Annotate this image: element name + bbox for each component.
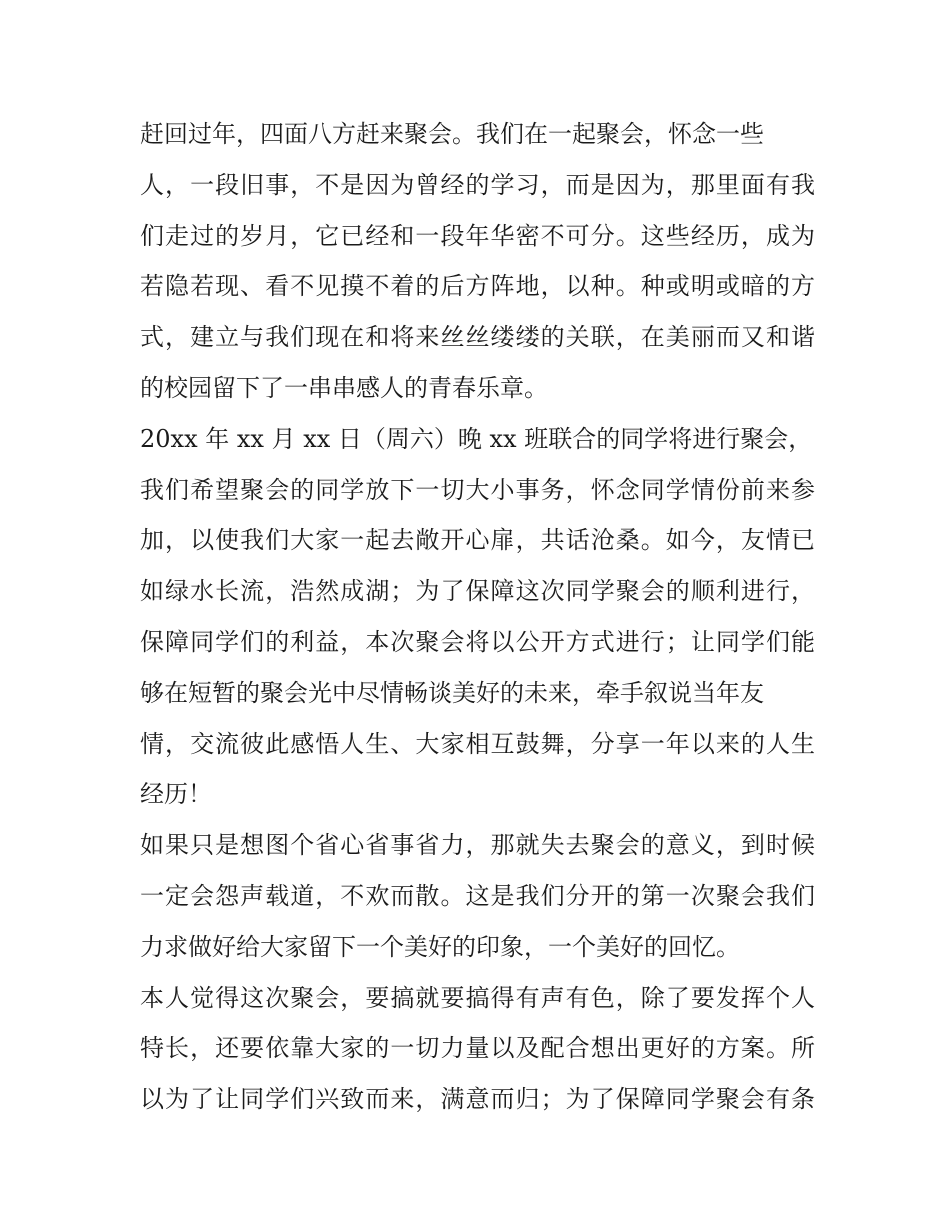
text-line: 式，建立与我们现在和将来丝丝缕缕的关联，在美丽而又和谐 (140, 323, 815, 352)
text-line: 本人觉得这次聚会，要搞就要搞得有声有色，除了要发挥个人 (140, 983, 815, 1012)
document-body (140, 109, 815, 1125)
text-line: 情，交流彼此感悟人生、大家相互鼓舞，分享一年以来的人生 (140, 729, 815, 758)
text-line: 的校园留下了一串串感人的青春乐章。 (140, 373, 548, 402)
text-line: 一定会怨声载道，不欢而散。这是我们分开的第一次聚会我们 (140, 881, 815, 910)
text-line: 够在短暂的聚会光中尽情畅谈美好的未来，牵手叙说当年友 (140, 678, 764, 707)
text-line: 加，以使我们大家一起去敞开心扉，共话沧桑。如今，友情已 (140, 526, 815, 555)
text-line: 们走过的岁月，它已经和一段年华密不可分。这些经历，成为 (140, 221, 815, 250)
text-line: 如绿水长流，浩然成湖；为了保障这次同学聚会的顺利进行， (140, 577, 815, 606)
text-line: 20xx 年 xx 月 xx 日（周六）晚 xx 班联合的同学将进行聚会， (140, 424, 813, 453)
text-line: 赶回过年，四面八方赶来聚会。我们在一起聚会，怀念一些 (140, 120, 764, 148)
text-line: 力求做好给大家留下一个美好的印象，一个美好的回忆。 (140, 932, 740, 961)
text-line: 如果只是想图个省心省事省力，那就失去聚会的意义，到时候 (140, 831, 815, 860)
text-line: 保障同学们的利益，本次聚会将以公开方式进行；让同学们能 (140, 627, 815, 656)
text-line: 经历！ (140, 780, 212, 809)
text-line: 特长，还要依靠大家的一切力量以及配合想出更好的方案。所 (140, 1034, 815, 1063)
text-line: 我们希望聚会的同学放下一切大小事务，怀念同学情份前来参 (140, 475, 815, 504)
text-line: 人，一段旧事，不是因为曾经的学习，而是因为，那里面有我 (140, 170, 815, 199)
text-line: 以为了让同学们兴致而来，满意而归；为了保障同学聚会有条 (140, 1085, 815, 1114)
text-line: 若隐若现、看不见摸不着的后方阵地，以种。种或明或暗的方 (140, 272, 815, 301)
